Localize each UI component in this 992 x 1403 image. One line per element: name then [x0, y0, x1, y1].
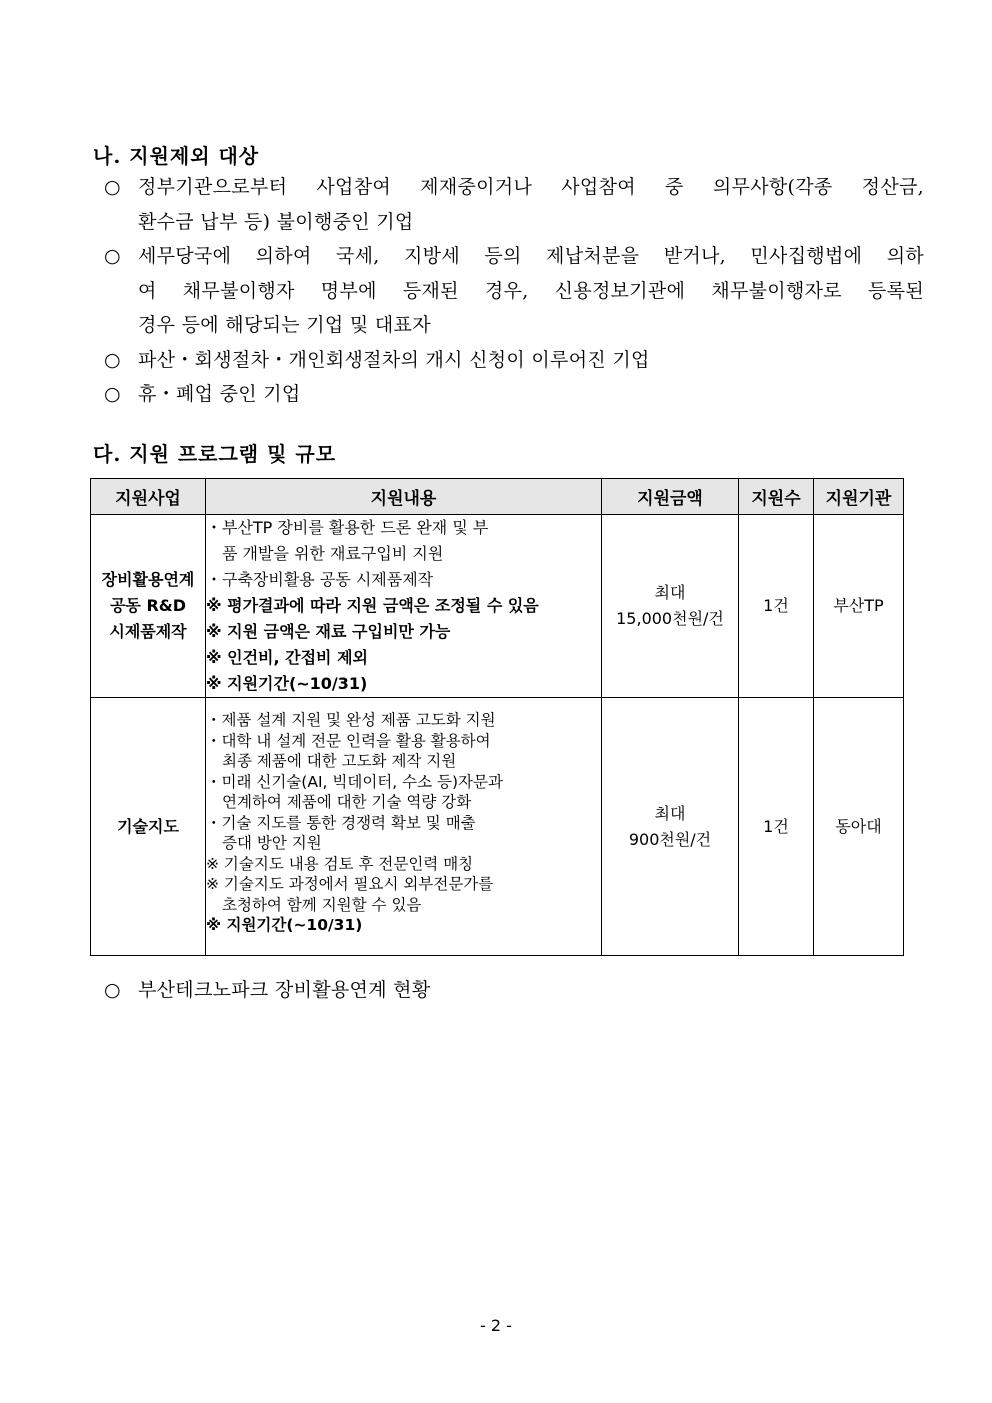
status-note-text: 부산테크노파크 장비활용연계 현황 [138, 979, 431, 1001]
content-line: ・기술 지도를 통한 경쟁력 확보 및 매출 [206, 813, 476, 832]
content-line: 초청하여 함께 지원할 수 있음 [222, 895, 422, 914]
exclusion-item [104, 343, 924, 378]
content-line: ・구축장비활용 공동 시제품제작 [206, 570, 434, 589]
section-title-program: 다. 지원 프로그램 및 규모 [93, 442, 337, 466]
program-line: 장비활용연계 [101, 570, 195, 589]
cell-amount [602, 515, 739, 698]
cell-agency: 동아대 [814, 698, 904, 956]
program-line: 기술지도 [117, 816, 179, 836]
header-content: 지원내용 [206, 479, 602, 515]
exclusion-line: 경우 등에 해당되는 기업 및 대표자 [138, 314, 431, 336]
content-line: ※ 지원 금액은 재료 구입비만 가능 [206, 622, 451, 641]
exclusion-line: 환수금 납부 등) 불이행중인 기업 [138, 210, 414, 233]
amount-line: 900천원/건 [628, 829, 712, 849]
content-line: ※ 기술지도 과정에서 필요시 외부전문가를 [206, 875, 494, 893]
cell-count: 1건 [739, 698, 814, 956]
exclusion-item [104, 170, 924, 239]
circle-bullet-icon: ○ [104, 383, 121, 405]
exclusion-item [104, 239, 924, 343]
table-header-row [91, 479, 904, 515]
status-note [104, 973, 924, 1008]
program-line: 공동 R&D [109, 596, 187, 615]
content-line: ※ 평가결과에 따라 지원 금액은 조정될 수 있음 [206, 596, 539, 615]
content-line: 증대 방안 지원 [222, 834, 322, 852]
circle-bullet-icon: ○ [104, 245, 121, 267]
cell-program [91, 515, 206, 698]
cell-amount [602, 698, 739, 956]
exclusion-line: 여 채무불이행자 명부에 등재된 경우, 신용정보기관에 채무불이행자로 등록된 [138, 279, 924, 302]
exclusion-line: 정부기관으로부터 사업참여 제재중이거나 사업참여 중 의무사항(각종 정산금, [138, 176, 924, 198]
content-line: 연계하여 제품에 대한 기술 역량 강화 [222, 793, 472, 811]
circle-bullet-icon: ○ [104, 176, 121, 198]
header-count: 지원수 [739, 479, 814, 515]
header-amount: 지원금액 [602, 479, 739, 515]
cell-content [206, 698, 602, 956]
content-line: ・대학 내 설계 전문 인력을 활용 활용하여 [206, 731, 491, 750]
header-agency: 지원기관 [814, 479, 904, 515]
exclusion-line: 파산・회생절차・개인회생절차의 개시 신청이 이루어진 기업 [138, 349, 650, 371]
content-line: ※ 지원기간(~10/31) [206, 674, 368, 693]
content-line: ・제품 설계 지원 및 완성 제품 고도화 지원 [206, 711, 496, 729]
content-line: 품 개발을 위한 재료구입비 지원 [222, 544, 444, 563]
cell-content [206, 515, 602, 698]
section-title-exclusion: 나. 지원제외 대상 [93, 144, 260, 168]
page-number: - 2 - [480, 1316, 512, 1335]
cell-agency: 부산TP [814, 515, 904, 698]
amount-line: 최대 [654, 583, 686, 602]
amount-line: 최대 [654, 803, 686, 823]
content-line: 최종 제품에 대한 고도화 제작 지원 [222, 752, 457, 770]
table-row [91, 698, 904, 956]
content-line: ・미래 신기술(AI, 빅데이터, 수소 등)자문과 [206, 772, 503, 791]
table-row [91, 515, 904, 698]
exclusion-line: 세무당국에 의하여 국세, 지방세 등의 제납처분을 받거나, 민사집행법에 의하 [138, 245, 924, 267]
content-line: ・부산TP 장비를 활용한 드론 완재 및 부 [206, 518, 489, 537]
exclusion-item [104, 377, 924, 412]
header-program: 지원사업 [91, 479, 206, 515]
circle-bullet-icon: ○ [104, 979, 121, 1001]
content-line: ※ 기술지도 내용 검토 후 전문인력 매칭 [206, 854, 474, 873]
program-table [90, 478, 904, 956]
content-line: ※ 인건비, 간접비 제외 [206, 648, 368, 667]
cell-program [91, 698, 206, 956]
program-line: 시제품제작 [109, 622, 187, 641]
cell-count: 1건 [739, 515, 814, 698]
circle-bullet-icon: ○ [104, 349, 121, 371]
amount-line: 15,000천원/건 [616, 609, 724, 628]
exclusion-line: 휴・폐업 중인 기업 [138, 383, 301, 405]
content-line: ※ 지원기간(~10/31) [206, 916, 363, 934]
